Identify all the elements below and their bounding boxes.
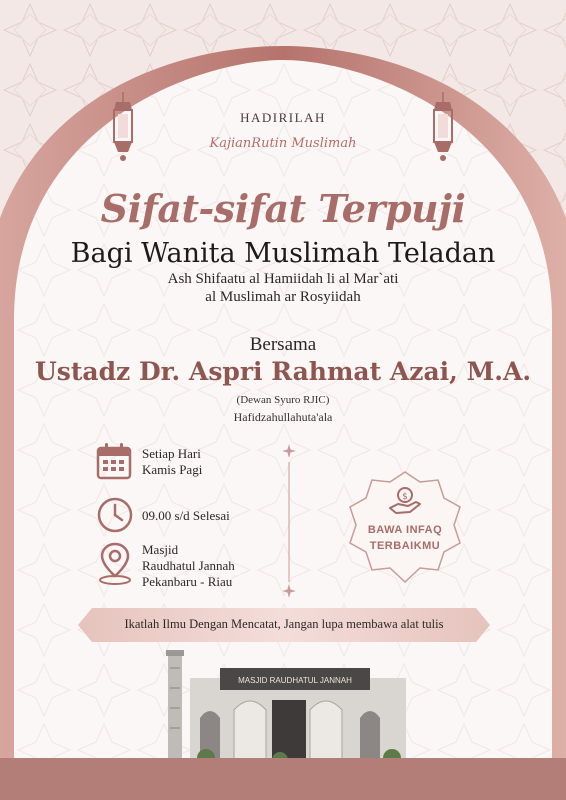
with-label: Bersama <box>249 334 317 355</box>
hand-coin-icon <box>388 486 422 516</box>
speaker-name: Ustadz Dr. Aspri Rahmat Azai, M.A. <box>34 357 532 386</box>
calendar-icon <box>96 442 132 480</box>
schedule-time <box>96 496 316 536</box>
star-ornament-icon <box>282 444 296 458</box>
footer-band <box>0 758 566 800</box>
mosque-illustration <box>160 648 416 770</box>
venue-line-3: Pekanbaru - Riau <box>142 574 233 589</box>
invitation-label: HADIRILAH <box>240 110 326 125</box>
infaq-line-2: TERBAIKMU <box>369 540 441 552</box>
venue-line-1: Masjid <box>142 542 179 557</box>
day-line-2: Kamis Pagi <box>142 462 203 477</box>
speaker-role: (Dewan Syuro RJIC) <box>236 394 330 406</box>
mosque-sign: MASJID RAUDHATUL JANNAH <box>238 676 352 685</box>
event-series: KajianRutin Muslimah <box>209 136 357 151</box>
speaker-honorific: Hafidzahullahuta'ala <box>233 410 333 424</box>
event-subtitle: Bagi Wanita Muslimah Teladan <box>70 238 496 269</box>
svg-text:$: $ <box>402 492 408 502</box>
note-text: Ikatlah Ilmu Dengan Mencatat, Jangan lupa membawa alat tulis <box>124 617 444 631</box>
time-text: 09.00 s/d Selesai <box>142 508 230 523</box>
arabic-title-line-1: Ash Shifaatu al Hamiidah li al Mar`ati <box>167 271 399 287</box>
star-ornament-icon <box>282 584 296 598</box>
arabic-title-line-2: al Muslimah ar Rosyiidah <box>205 289 361 305</box>
venue-line-2: Raudhatul Jannah <box>142 558 235 573</box>
clock-icon <box>96 496 134 534</box>
event-title: Sifat-sifat Terpuji <box>100 186 466 231</box>
location-pin-icon <box>96 540 134 586</box>
day-line-1: Setiap Hari <box>142 446 201 461</box>
lantern-icon <box>106 92 140 168</box>
lantern-icon <box>426 92 460 168</box>
divider <box>288 462 290 582</box>
infaq-line-1: BAWA INFAQ <box>367 524 443 536</box>
